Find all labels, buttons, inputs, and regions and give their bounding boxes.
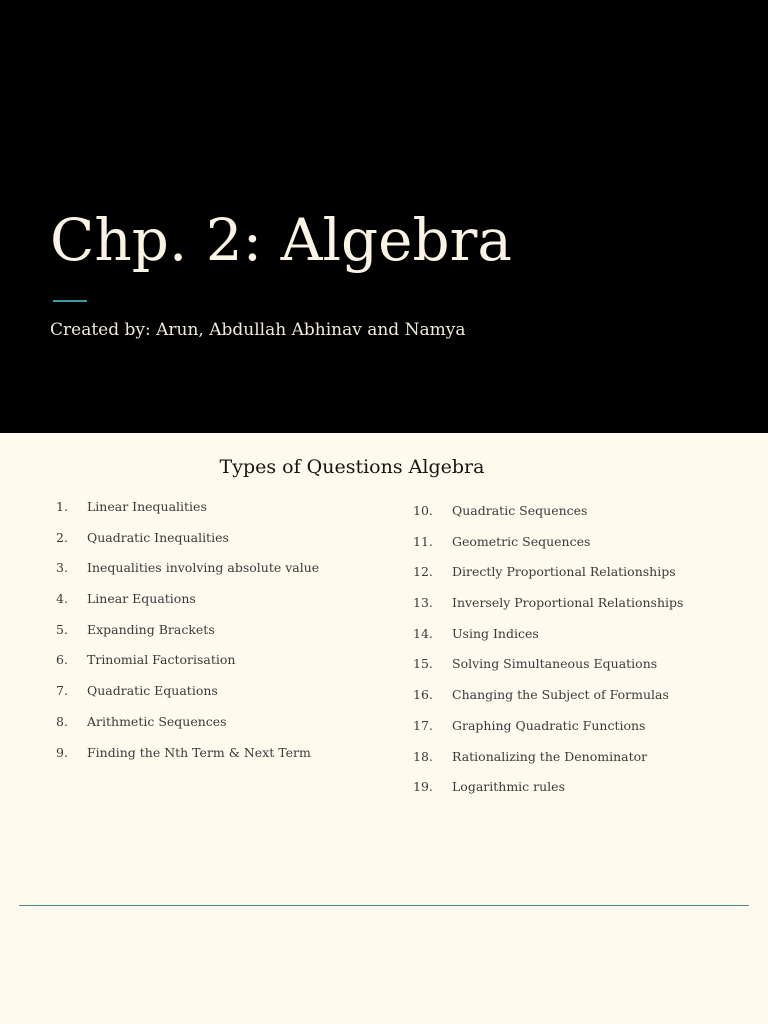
slide-subtitle: Created by: Arun, Abdullah Abhinav and Namya [50, 320, 466, 340]
item-label: Quadratic Sequences [452, 503, 588, 518]
item-label: Finding the Nth Term & Next Term [87, 744, 311, 760]
list-item [413, 503, 683, 534]
list-item [56, 745, 319, 776]
item-label: Expanding Brackets [87, 621, 215, 637]
item-number: 19. [413, 779, 433, 795]
item-number: 6. [56, 652, 68, 668]
list-item [413, 779, 683, 810]
list-item [413, 718, 683, 749]
item-number: 3. [56, 560, 68, 576]
item-number: 7. [56, 683, 68, 699]
list-item [413, 749, 683, 780]
item-label: Linear Inequalities [87, 499, 207, 514]
item-number: 16. [413, 687, 433, 703]
item-label: Graphing Quadratic Functions [452, 717, 646, 733]
list-item [413, 595, 683, 626]
item-number: 17. [413, 717, 433, 733]
item-number: 12. [413, 564, 433, 580]
item-number: 9. [56, 744, 68, 760]
item-number: 13. [413, 595, 433, 611]
bottom-divider [19, 905, 749, 906]
item-label: Inequalities involving absolute value [87, 560, 320, 576]
item-number: 4. [56, 591, 68, 607]
item-label: Directly Proportional Relationships [452, 564, 676, 580]
item-number: 1. [56, 499, 68, 514]
topic-list-left [56, 499, 319, 775]
list-item [56, 591, 319, 622]
slide-title: Chp. 2: Algebra [50, 206, 512, 274]
list-item [56, 560, 319, 591]
list-item [56, 714, 319, 745]
item-number: 11. [413, 533, 433, 549]
item-number: 10. [413, 503, 433, 518]
item-label: Linear Equations [87, 591, 196, 607]
item-number: 2. [56, 529, 68, 545]
content-slide [0, 433, 768, 1024]
list-item [413, 534, 683, 565]
topic-list-right [413, 503, 683, 810]
list-item [56, 530, 319, 561]
item-label: Logarithmic rules [452, 779, 565, 795]
item-label: Using Indices [452, 625, 539, 641]
list-item [413, 687, 683, 718]
section-heading: Types of Questions Algebra [219, 456, 485, 478]
list-item [56, 652, 319, 683]
title-accent-line [53, 300, 87, 302]
list-item [413, 564, 683, 595]
item-label: Inversely Proportional Relationships [452, 595, 684, 611]
item-number: 18. [413, 748, 433, 764]
item-label: Quadratic Inequalities [87, 529, 229, 545]
item-number: 5. [56, 621, 68, 637]
item-label: Quadratic Equations [87, 683, 218, 699]
item-label: Changing the Subject of Formulas [452, 687, 669, 703]
list-item [56, 683, 319, 714]
item-label: Solving Simultaneous Equations [452, 656, 658, 672]
item-number: 15. [413, 656, 433, 672]
item-number: 14. [413, 625, 433, 641]
item-label: Geometric Sequences [452, 533, 591, 549]
list-item [56, 499, 319, 530]
list-item [413, 656, 683, 687]
item-label: Trinomial Factorisation [87, 652, 236, 668]
item-number: 8. [56, 713, 68, 729]
title-slide [0, 0, 768, 433]
list-item [413, 626, 683, 657]
list-item [56, 622, 319, 653]
item-label: Rationalizing the Denominator [452, 748, 648, 764]
item-label: Arithmetic Sequences [87, 713, 227, 729]
